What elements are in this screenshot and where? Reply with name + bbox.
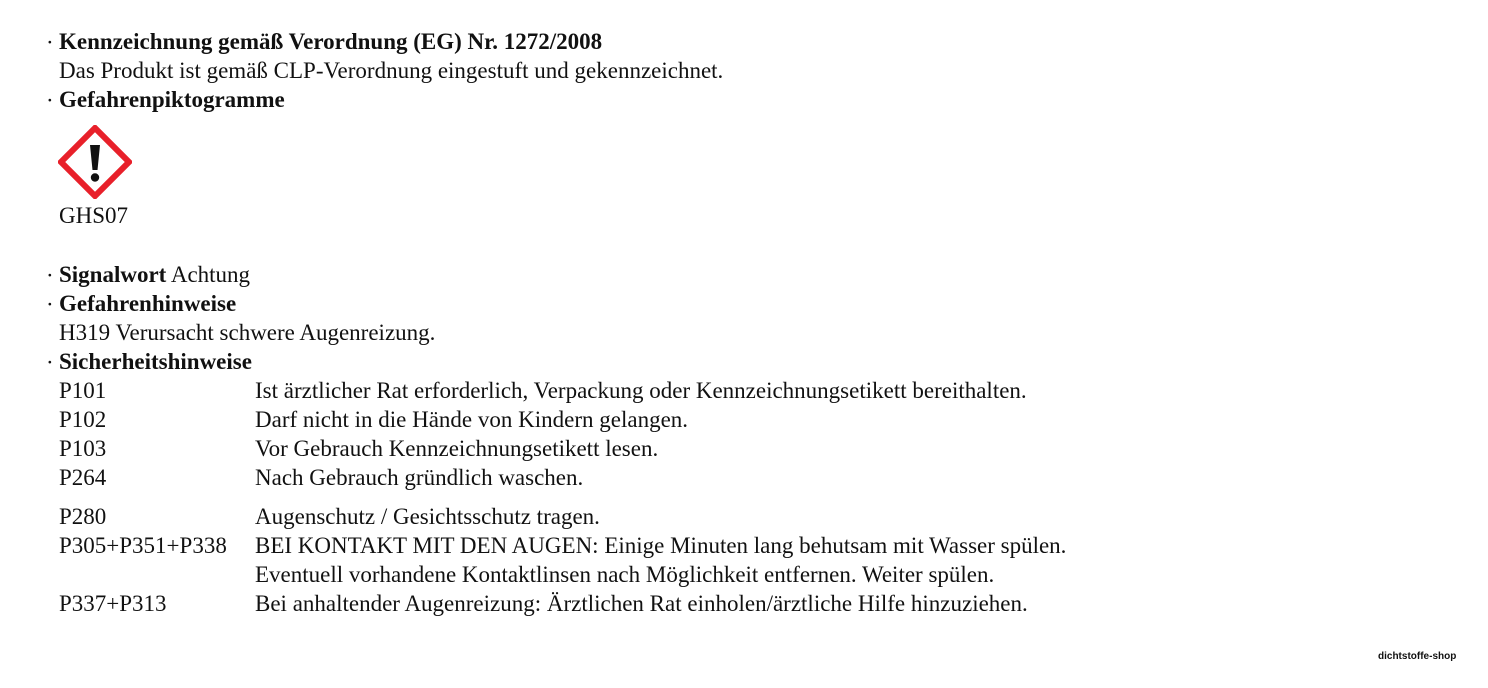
- labeling-heading: Kennzeichnung gemäß Verordnung (EG) Nr. 1272/2008: [59, 29, 603, 54]
- precautionary-code: P305+P351+P338: [59, 533, 227, 558]
- precautionary-text: BEI KONTAKT MIT DEN AUGEN: Einige Minuten lang behutsam mit Wasser spülen.: [255, 533, 1067, 558]
- precautionary-code: P264: [59, 465, 107, 490]
- precautionary-text: Vor Gebrauch Kennzeichnungsetikett lesen.: [255, 436, 659, 461]
- bullet: ·: [46, 30, 54, 55]
- precautionary-code: P280: [59, 504, 107, 529]
- signal-word-row: [59, 263, 250, 286]
- hazard-statement: H319 Verursacht schwere Augenreizung.: [59, 320, 436, 345]
- pictogram-code: GHS07: [59, 203, 129, 228]
- precautionary-code: P337+P313: [59, 591, 167, 616]
- precautionary-heading: Sicherheitshinweise: [59, 349, 252, 374]
- exclamation-mark-diamond-icon: [58, 125, 132, 199]
- precautionary-text: Darf nicht in die Hände von Kindern gelangen.: [255, 407, 689, 432]
- pictograms-heading: Gefahrenpiktogramme: [59, 87, 285, 112]
- precautionary-text: Ist ärztlicher Rat erforderlich, Verpackung oder Kennzeichnungsetikett bereithalten.: [255, 378, 1027, 403]
- precautionary-text: Bei anhaltender Augenreizung: Ärztlichen Rat einholen/ärztliche Hilfe hinzuziehen.: [255, 591, 1028, 616]
- precautionary-text-continued: Eventuell vorhandene Kontaktlinsen nach Möglichkeit entfernen. Weiter spülen.: [255, 562, 995, 587]
- precautionary-text: Nach Gebrauch gründlich waschen.: [255, 465, 584, 490]
- bullet: ·: [46, 350, 54, 375]
- precautionary-code: P101: [59, 378, 107, 403]
- precautionary-text: Augenschutz / Gesichtsschutz tragen.: [255, 504, 600, 529]
- signal-word-value: Achtung: [170, 262, 251, 287]
- precautionary-code: P102: [59, 407, 107, 432]
- bullet: ·: [46, 263, 54, 288]
- bullet: ·: [46, 292, 54, 317]
- precautionary-code: P103: [59, 436, 107, 461]
- footer-brand: dichtstoffe-shop: [1378, 651, 1457, 662]
- signal-word-label: Signalwort: [59, 262, 167, 287]
- labeling-text: Das Produkt ist gemäß CLP-Verordnung eingestuft und gekennzeichnet.: [59, 58, 724, 83]
- hazard-heading: Gefahrenhinweise: [59, 291, 237, 316]
- bullet: ·: [46, 88, 54, 113]
